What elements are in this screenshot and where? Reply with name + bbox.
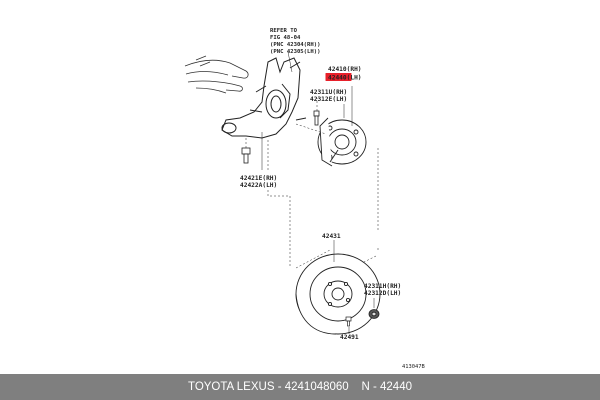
label-hub-lh-highlighted: 42440(LH) <box>328 74 362 82</box>
hand-pointer-icon <box>185 56 248 93</box>
refer-leader <box>288 52 292 72</box>
label-disc-stud-rh: 42311H(RH) <box>364 283 402 290</box>
refer-note-line-3: (PNC 42304(RH)) <box>270 42 321 48</box>
label-disc-stud-lh: 42312D(LH) <box>364 290 402 297</box>
label-stud-lh: 42312E(LH) <box>310 96 348 103</box>
refer-note-line-1: REFER TO <box>270 28 297 34</box>
part-info-bar <box>0 374 600 400</box>
label-stud-rh: 42311U(RH) <box>310 89 348 96</box>
figure-code: 413047B <box>402 364 425 370</box>
refer-note-line-2: FIG 48-04 <box>270 35 301 41</box>
label-screw: 42491 <box>340 334 359 341</box>
hub-stud <box>314 111 319 125</box>
part-number-text: 4241048060 <box>284 381 349 393</box>
knuckle-bolt <box>242 148 250 163</box>
label-hub-rh: 42410(RH) <box>328 66 362 73</box>
disc-nut <box>369 310 379 319</box>
spacer <box>349 381 362 393</box>
refer-note-line-4: (PNC 42305(LH)) <box>270 49 321 55</box>
brand-text: TOYOTA LEXUS <box>188 381 275 393</box>
label-bolt-lh: 42422A(LH) <box>240 182 278 189</box>
label-bolt-rh: 42421E(RH) <box>240 175 278 182</box>
steering-knuckle <box>222 58 306 138</box>
separator: - <box>274 381 285 393</box>
label-disc: 42431 <box>322 233 341 240</box>
hub-bearing-assembly <box>318 118 366 166</box>
pnc-text: N - 42440 <box>361 381 412 393</box>
